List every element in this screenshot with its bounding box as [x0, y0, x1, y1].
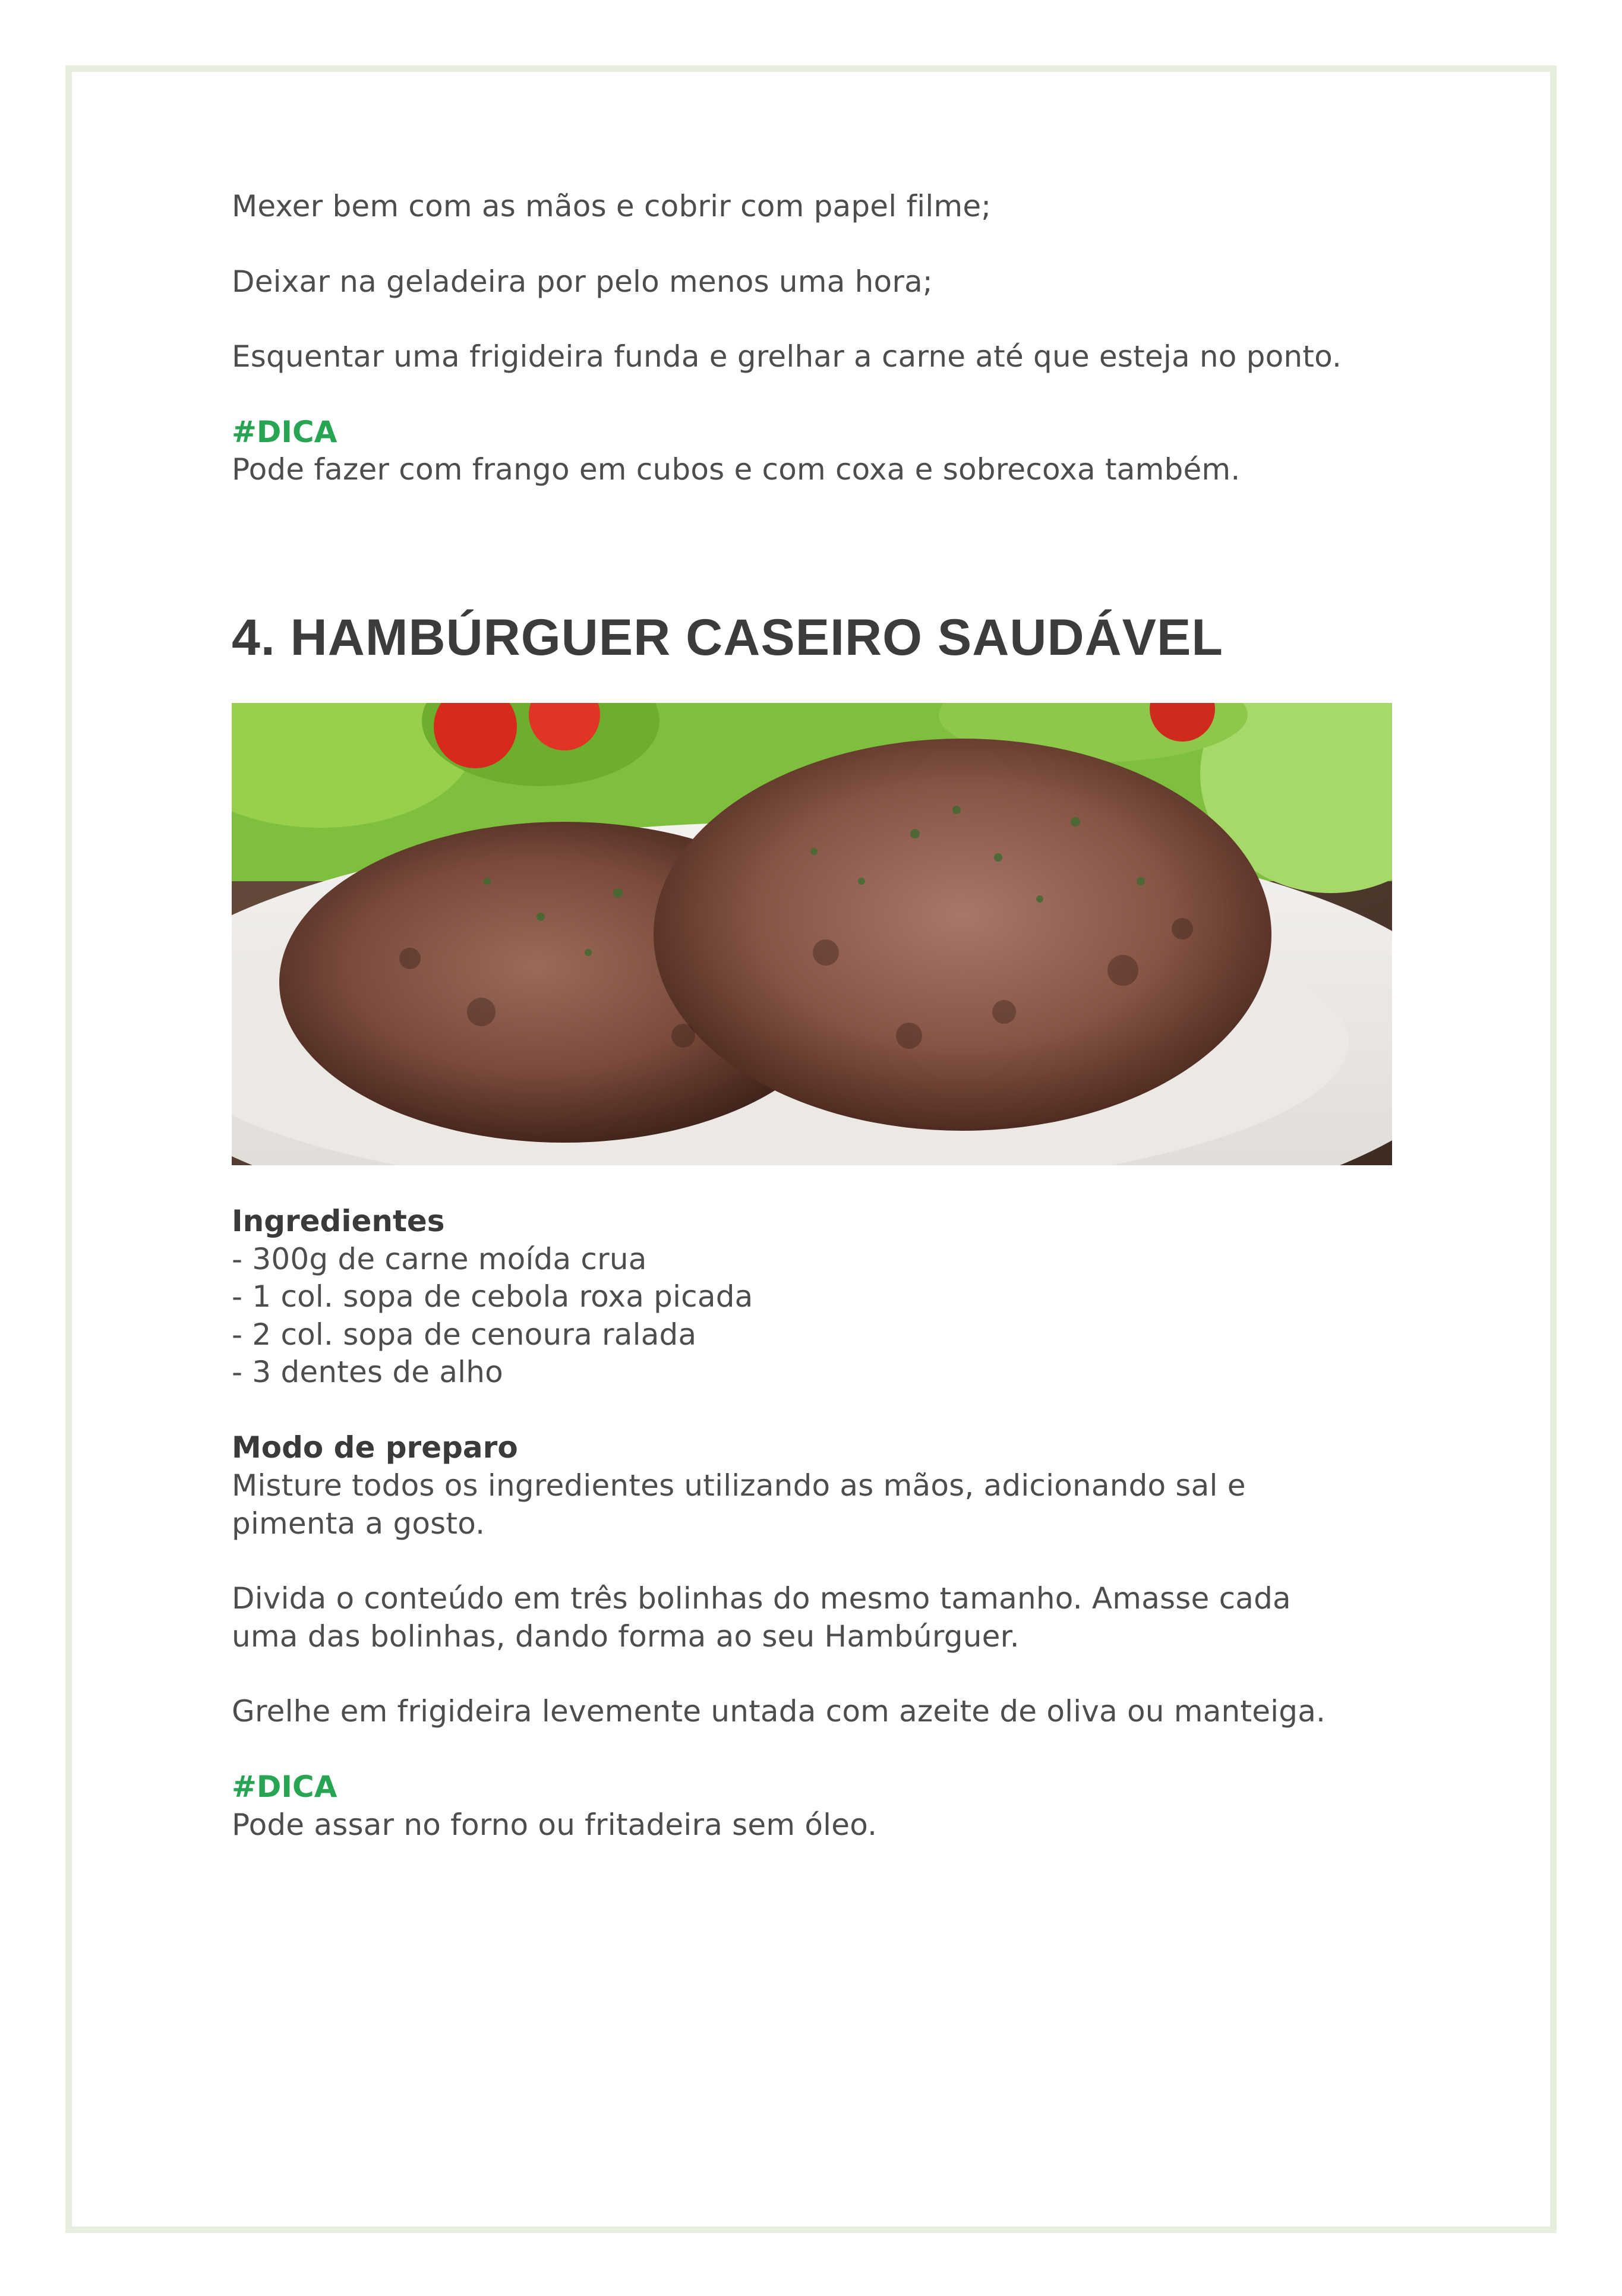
ingredient-item: - 3 dentes de alho — [232, 1355, 503, 1389]
method-step: Divida o conteúdo em três bolinhas do mesmo tamanho. Amasse cada uma das bolinhas, dando forma ao seu Hambúrguer. — [232, 1581, 1291, 1654]
ingredient-item: - 1 col. sopa de cebola roxa picada — [232, 1279, 753, 1314]
method-step: Misture todos os ingredientes utilizando as mãos, adicionando sal e pimenta a gosto. — [232, 1468, 1246, 1541]
hamburger-patties-photo — [232, 703, 1392, 1165]
tip-label: #DICA — [232, 415, 337, 449]
ingredient-item: - 2 col. sopa de cenoura ralada — [232, 1317, 697, 1352]
method-step: Grelhe em frigideira levemente untada com azeite de oliva ou manteiga. — [232, 1694, 1326, 1729]
ingredient-item: - 300g de carne moída crua — [232, 1242, 647, 1276]
step-paragraph: Deixar na geladeira por pelo menos uma hora; — [232, 264, 933, 299]
ingredients-heading: Ingredientes — [232, 1204, 445, 1238]
tip-label: #DICA — [232, 1770, 337, 1804]
recipe-title: 4. HAMBÚRGUER CASEIRO SAUDÁVEL — [232, 609, 1223, 666]
step-paragraph: Esquentar uma frigideira funda e grelhar a carne até que esteja no ponto. — [232, 339, 1342, 374]
method-heading: Modo de preparo — [232, 1430, 518, 1465]
tip-text: Pode fazer com frango em cubos e com coxa e sobrecoxa também. — [232, 452, 1241, 487]
tip-text: Pode assar no forno ou fritadeira sem óleo. — [232, 1808, 878, 1842]
step-paragraph: Mexer bem com as mãos e cobrir com papel filme; — [232, 189, 992, 223]
